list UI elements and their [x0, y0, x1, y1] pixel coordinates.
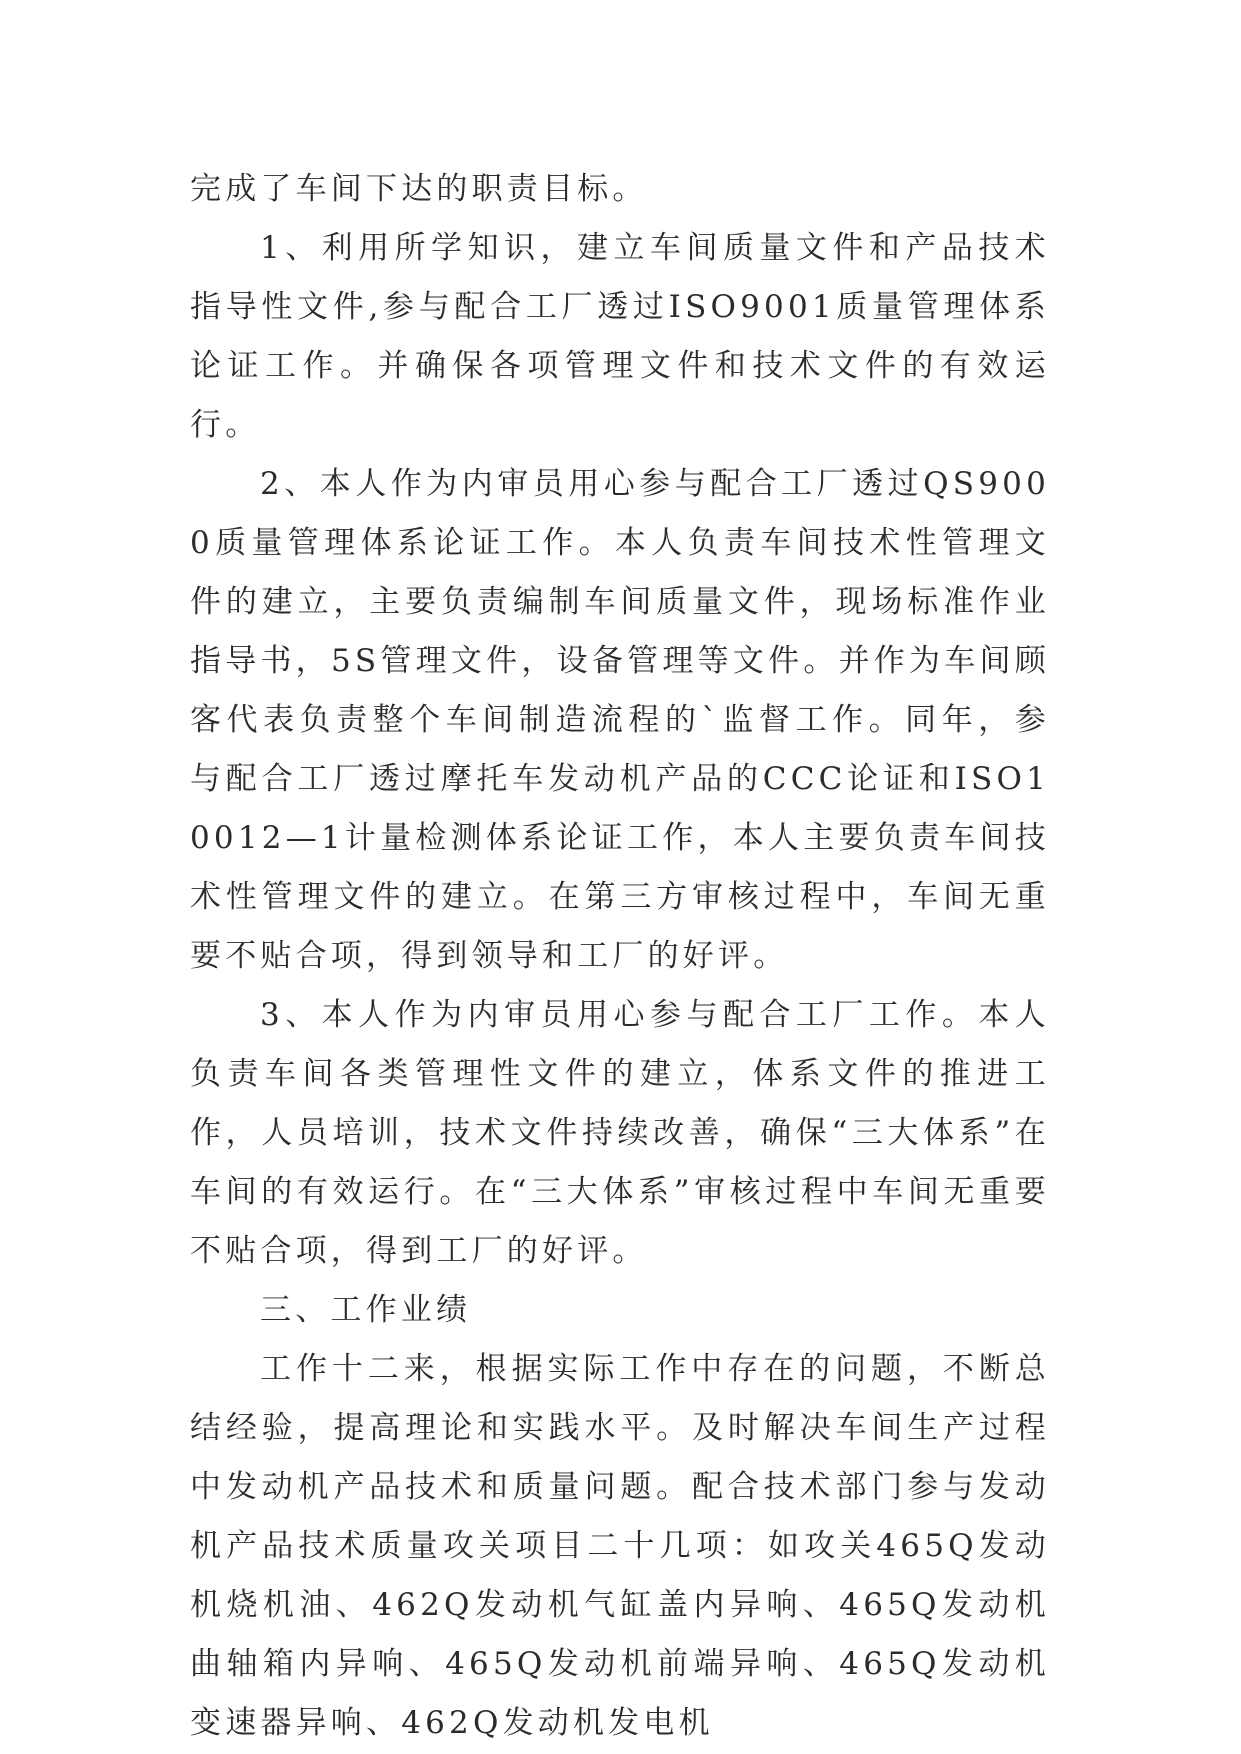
- paragraph-2: 1、利用所学知识，建立车间质量文件和产品技术指导性文件,参与配合工厂透过ISO9001质量管理体系论证工作。并确保各项管理文件和技术文件的有效运行。: [190, 230, 1050, 443]
- paragraph-5: 工作十二来，根据实际工作中存在的问题，不断总结经验，提高理论和实践水平。及时解决车间生产过程中发动机产品技术和质量问题。配合技术部门参与发动机产品技术质量攻关项目二十几项：如攻关465Q发动机烧机油、462Q发动机气缸盖内异响、465Q发动机曲轴箱内异响、465Q发动机前端异响、465Q发动机变速器异响、462Q发动机发电机: [190, 1351, 1050, 1741]
- section-heading: 三、工作业绩: [260, 1292, 472, 1328]
- paragraph-4: 3、本人作为内审员用心参与配合工厂工作。本人负责车间各类管理性文件的建立，体系文件的推进工作，人员培训，技术文件持续改善，确保“三大体系”在车间的有效运行。在“三大体系”审核过程中车间无重要不贴合项，得到工厂的好评。: [190, 997, 1050, 1269]
- paragraph-3: 2、本人作为内审员用心参与配合工厂透过QS9000质量管理体系论证工作。本人负责车间技术性管理文件的建立，主要负责编制车间质量文件，现场标准作业指导书，5S管理文件，设备管理等文件。并作为车间顾客代表负责整个车间制造流程的`监督工作。同年，参与配合工厂透过摩托车发动机产品的CCC论证和ISO10012—1计量检测体系论证工作，本人主要负责车间技术性管理文件的建立。在第三方审核过程中，车间无重要不贴合项，得到领导和工厂的好评。: [190, 466, 1050, 974]
- document-body: [190, 160, 1050, 1753]
- paragraph-1: 完成了车间下达的职责目标。: [190, 171, 648, 207]
